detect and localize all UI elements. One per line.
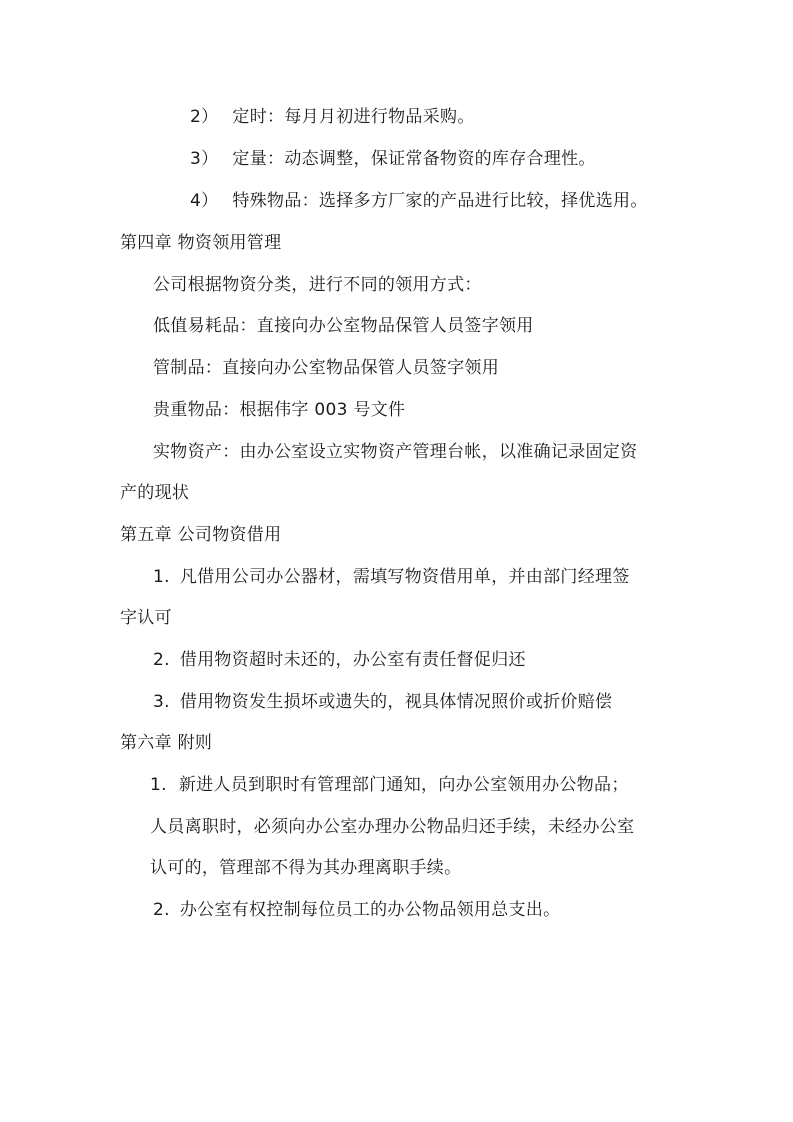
- list-item: [153, 899, 560, 921]
- item-number: 2.: [153, 900, 170, 920]
- item-number: 1.: [150, 775, 167, 795]
- item-text: 定量：动态调整，保证常备物资的库存合理性。: [232, 149, 596, 169]
- paragraph: 公司根据物资分类，进行不同的领用方式：: [153, 275, 482, 295]
- item-text: 定时：每月月初进行物品采购。: [232, 107, 475, 127]
- item-text: 借用物资发生损坏或遗失的，视具体情况照价或折价赔偿: [179, 692, 613, 712]
- item-text: 新进人员到职时有管理部门通知，向办公室领用办公物品；: [178, 775, 629, 795]
- paragraph: 实物资产：由办公室设立实物资产管理台帐，以准确记录固定资: [153, 442, 638, 462]
- item-number: 2）: [190, 107, 219, 127]
- paragraph-continuation: 产的现状: [120, 483, 190, 503]
- item-number: 2.: [153, 650, 170, 670]
- chapter-5-heading: 第五章 公司物资借用: [120, 525, 282, 545]
- item-number: 3）: [190, 149, 219, 169]
- list-item: [153, 691, 612, 713]
- list-item: [150, 774, 629, 796]
- item-number: 4）: [190, 191, 219, 211]
- item-text: 特殊物品：选择多方厂家的产品进行比较，择优选用。: [232, 191, 648, 211]
- paragraph: 低值易耗品：直接向办公室物品保管人员签字领用: [153, 316, 534, 336]
- paragraph-continuation: 字认可: [120, 608, 172, 628]
- paragraph: 管制品：直接向办公室物品保管人员签字领用: [153, 358, 499, 378]
- item-text: 借用物资超时未还的，办公室有责任督促归还: [179, 650, 526, 670]
- paragraph: 贵重物品：根据伟字 003 号文件: [153, 400, 406, 420]
- list-item: [153, 649, 526, 671]
- list-item-quantity: [190, 148, 596, 170]
- item-number: 3.: [153, 692, 170, 712]
- list-item: [153, 566, 630, 588]
- item-text: 凡借用公司办公器材，需填写物资借用单，并由部门经理签: [179, 567, 630, 587]
- paragraph-continuation: 认可的，管理部不得为其办理离职手续。: [150, 858, 462, 878]
- item-number: 1.: [153, 567, 170, 587]
- list-item-timing: [190, 106, 475, 128]
- paragraph-continuation: 人员离职时，必须向办公室办理办公物品归还手续，未经办公室: [150, 817, 635, 837]
- chapter-6-heading: 第六章 附则: [120, 733, 213, 753]
- chapter-4-heading: 第四章 物资领用管理: [120, 233, 282, 253]
- item-text: 办公室有权控制每位员工的办公物品领用总支出。: [179, 900, 561, 920]
- list-item-special: [190, 190, 648, 212]
